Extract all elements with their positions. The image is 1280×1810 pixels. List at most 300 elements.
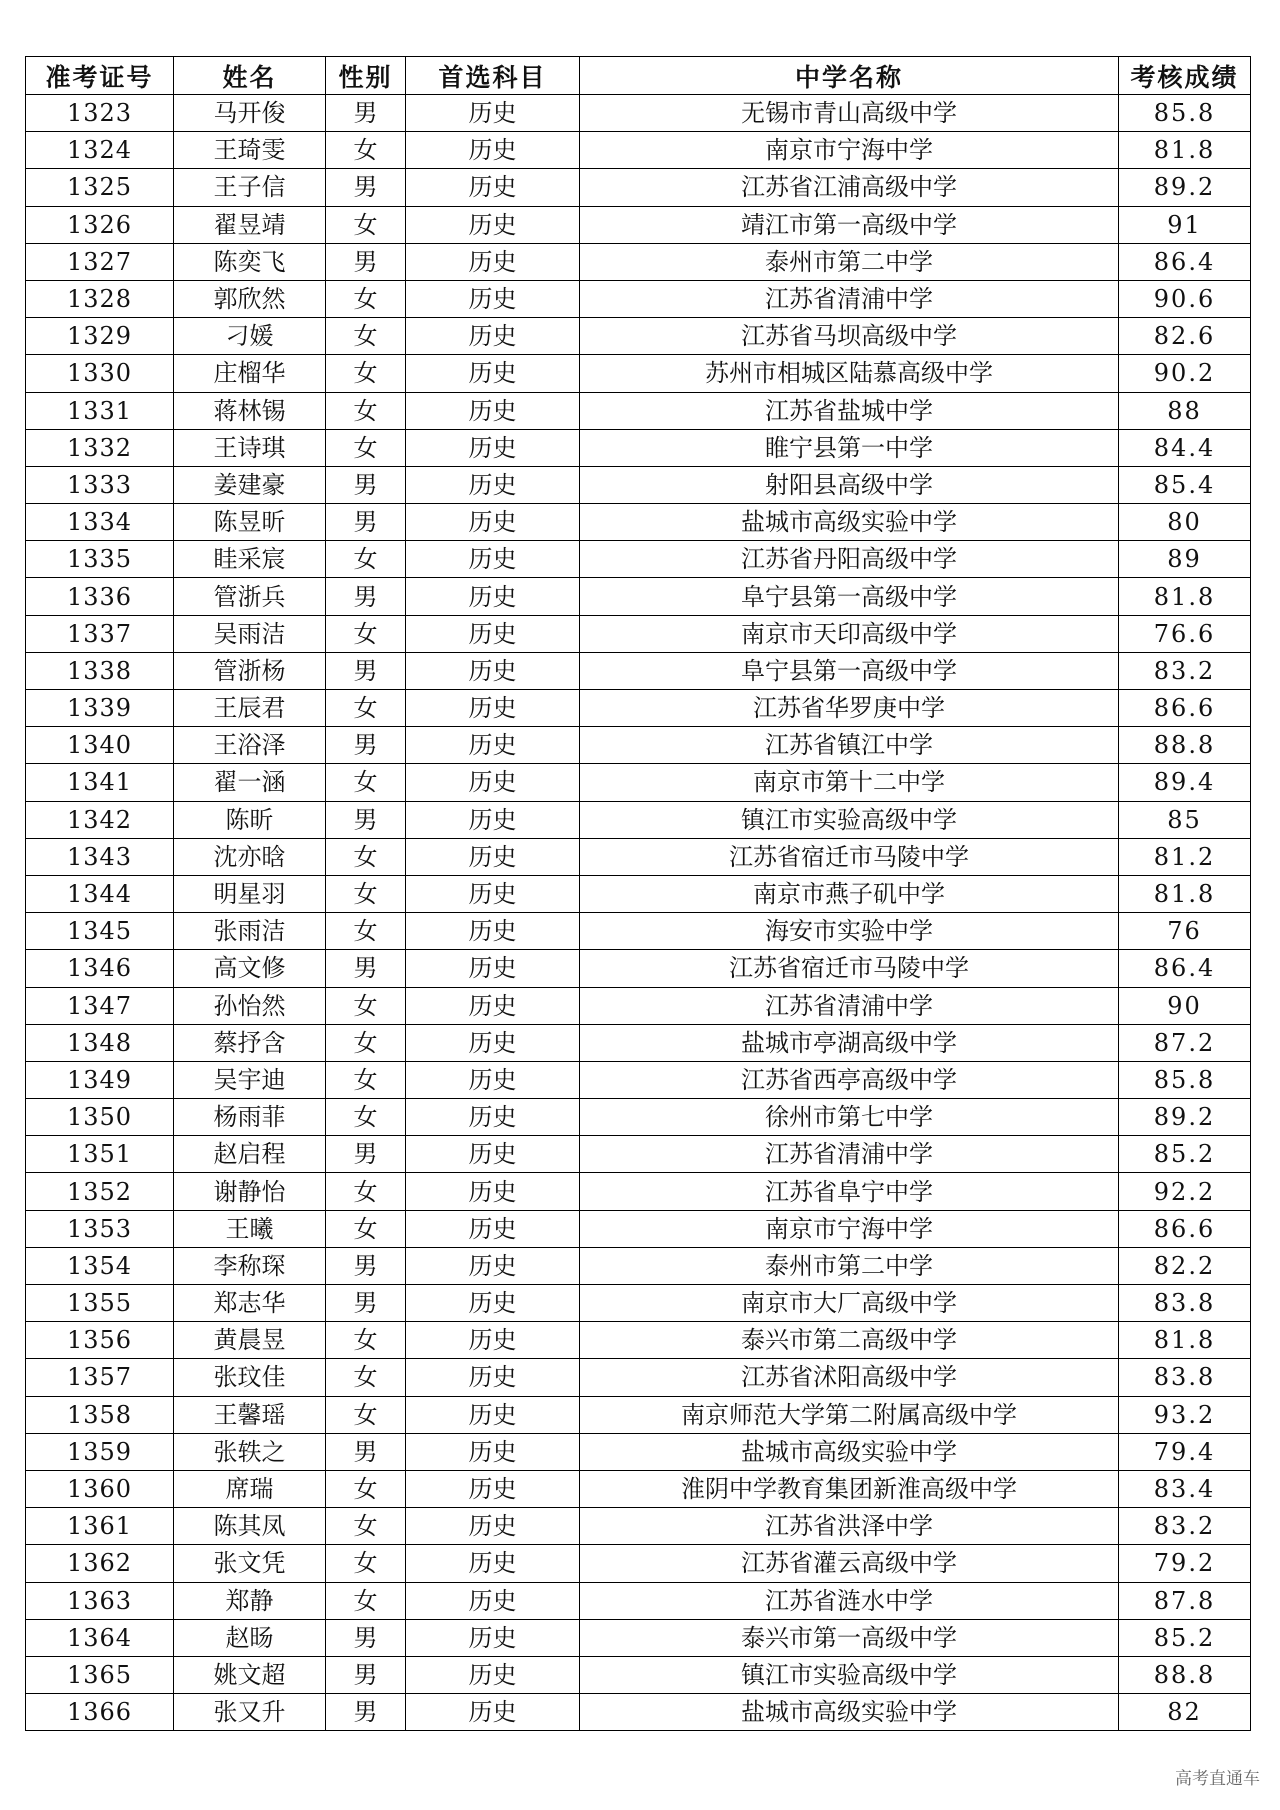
cell-subject: 历史 [406, 1470, 580, 1507]
cell-exam-no: 1346 [26, 950, 174, 987]
cell-exam-no: 1337 [26, 615, 174, 652]
cell-school: 盐城市高级实验中学 [580, 504, 1119, 541]
score-table [25, 56, 1251, 1731]
cell-subject: 历史 [406, 950, 580, 987]
cell-score: 89.4 [1119, 764, 1251, 801]
table-row [26, 1210, 1251, 1247]
cell-school: 射阳县高级中学 [580, 466, 1119, 503]
watermark: 高考直通车 [1175, 1769, 1260, 1789]
cell-name: 张轶之 [174, 1433, 326, 1470]
cell-subject: 历史 [406, 801, 580, 838]
cell-subject: 历史 [406, 1545, 580, 1582]
cell-exam-no: 1342 [26, 801, 174, 838]
cell-name: 杨雨菲 [174, 1099, 326, 1136]
cell-school: 江苏省洪泽中学 [580, 1508, 1119, 1545]
cell-gender: 女 [326, 1582, 406, 1619]
cell-score: 83.2 [1119, 1508, 1251, 1545]
table-row [26, 578, 1251, 615]
cell-exam-no: 1366 [26, 1694, 174, 1731]
cell-gender: 女 [326, 690, 406, 727]
cell-score: 82.6 [1119, 318, 1251, 355]
cell-school: 江苏省清浦中学 [580, 987, 1119, 1024]
cell-gender: 男 [326, 243, 406, 280]
cell-school: 镇江市实验高级中学 [580, 801, 1119, 838]
table-row [26, 727, 1251, 764]
cell-score: 92.2 [1119, 1173, 1251, 1210]
cell-school: 南京市大厂高级中学 [580, 1285, 1119, 1322]
cell-gender: 女 [326, 318, 406, 355]
cell-school: 南京市宁海中学 [580, 132, 1119, 169]
table-row [26, 1545, 1251, 1582]
cell-exam-no: 1329 [26, 318, 174, 355]
cell-score: 85.4 [1119, 466, 1251, 503]
cell-score: 79.4 [1119, 1433, 1251, 1470]
cell-gender: 女 [326, 1210, 406, 1247]
cell-exam-no: 1335 [26, 541, 174, 578]
cell-subject: 历史 [406, 652, 580, 689]
cell-name: 陈昱昕 [174, 504, 326, 541]
cell-score: 91 [1119, 206, 1251, 243]
cell-school: 阜宁县第一高级中学 [580, 578, 1119, 615]
cell-subject: 历史 [406, 1173, 580, 1210]
cell-subject: 历史 [406, 169, 580, 206]
cell-subject: 历史 [406, 206, 580, 243]
cell-name: 陈其凤 [174, 1508, 326, 1545]
cell-name: 姜建豪 [174, 466, 326, 503]
table-row [26, 541, 1251, 578]
cell-score: 87.2 [1119, 1024, 1251, 1061]
cell-score: 83.4 [1119, 1470, 1251, 1507]
cell-exam-no: 1340 [26, 727, 174, 764]
cell-gender: 男 [326, 801, 406, 838]
table-row [26, 1136, 1251, 1173]
cell-subject: 历史 [406, 875, 580, 912]
table-row [26, 1285, 1251, 1322]
cell-name: 陈昕 [174, 801, 326, 838]
cell-school: 江苏省阜宁中学 [580, 1173, 1119, 1210]
table-row [26, 652, 1251, 689]
cell-school: 江苏省丹阳高级中学 [580, 541, 1119, 578]
cell-school: 南京市宁海中学 [580, 1210, 1119, 1247]
cell-gender: 男 [326, 1247, 406, 1284]
cell-gender: 男 [326, 1285, 406, 1322]
cell-score: 90 [1119, 987, 1251, 1024]
cell-gender: 男 [326, 1136, 406, 1173]
cell-name: 郑静 [174, 1582, 326, 1619]
cell-score: 88.8 [1119, 727, 1251, 764]
cell-exam-no: 1325 [26, 169, 174, 206]
cell-subject: 历史 [406, 1396, 580, 1433]
table-row [26, 987, 1251, 1024]
cell-score: 80 [1119, 504, 1251, 541]
cell-subject: 历史 [406, 1247, 580, 1284]
cell-gender: 男 [326, 95, 406, 132]
cell-school: 江苏省灌云高级中学 [580, 1545, 1119, 1582]
cell-school: 淮阴中学教育集团新淮高级中学 [580, 1470, 1119, 1507]
cell-school: 徐州市第七中学 [580, 1099, 1119, 1136]
cell-gender: 女 [326, 280, 406, 317]
cell-gender: 男 [326, 950, 406, 987]
cell-name: 孙怡然 [174, 987, 326, 1024]
cell-name: 王琦雯 [174, 132, 326, 169]
cell-school: 南京市第十二中学 [580, 764, 1119, 801]
cell-name: 管浙杨 [174, 652, 326, 689]
table-row [26, 466, 1251, 503]
cell-subject: 历史 [406, 132, 580, 169]
cell-score: 84.4 [1119, 429, 1251, 466]
table-row [26, 1508, 1251, 1545]
cell-score: 83.8 [1119, 1359, 1251, 1396]
table-row [26, 1099, 1251, 1136]
cell-gender: 女 [326, 132, 406, 169]
cell-score: 85.8 [1119, 1061, 1251, 1098]
table-row [26, 875, 1251, 912]
cell-exam-no: 1328 [26, 280, 174, 317]
cell-school: 江苏省涟水中学 [580, 1582, 1119, 1619]
cell-subject: 历史 [406, 727, 580, 764]
cell-subject: 历史 [406, 1433, 580, 1470]
table-row [26, 504, 1251, 541]
cell-subject: 历史 [406, 615, 580, 652]
cell-subject: 历史 [406, 355, 580, 392]
cell-subject: 历史 [406, 1285, 580, 1322]
header-gender: 性别 [326, 57, 406, 95]
table-row [26, 1359, 1251, 1396]
table-row [26, 95, 1251, 132]
cell-exam-no: 1347 [26, 987, 174, 1024]
cell-score: 82.2 [1119, 1247, 1251, 1284]
cell-exam-no: 1361 [26, 1508, 174, 1545]
cell-score: 81.8 [1119, 132, 1251, 169]
cell-subject: 历史 [406, 429, 580, 466]
cell-score: 85.2 [1119, 1619, 1251, 1656]
cell-score: 90.6 [1119, 280, 1251, 317]
cell-exam-no: 1364 [26, 1619, 174, 1656]
cell-name: 张玟佳 [174, 1359, 326, 1396]
cell-name: 管浙兵 [174, 578, 326, 615]
cell-score: 87.8 [1119, 1582, 1251, 1619]
cell-name: 王诗琪 [174, 429, 326, 466]
header-score: 考核成绩 [1119, 57, 1251, 95]
cell-exam-no: 1345 [26, 913, 174, 950]
cell-gender: 女 [326, 1508, 406, 1545]
cell-subject: 历史 [406, 1694, 580, 1731]
cell-subject: 历史 [406, 1099, 580, 1136]
cell-exam-no: 1341 [26, 764, 174, 801]
cell-score: 89.2 [1119, 1099, 1251, 1136]
cell-school: 镇江市实验高级中学 [580, 1656, 1119, 1693]
cell-school: 盐城市高级实验中学 [580, 1433, 1119, 1470]
cell-school: 江苏省华罗庚中学 [580, 690, 1119, 727]
cell-exam-no: 1365 [26, 1656, 174, 1693]
table-body [26, 95, 1251, 1731]
cell-subject: 历史 [406, 95, 580, 132]
cell-name: 吴雨洁 [174, 615, 326, 652]
cell-exam-no: 1358 [26, 1396, 174, 1433]
cell-exam-no: 1362 [26, 1545, 174, 1582]
cell-gender: 男 [326, 578, 406, 615]
cell-score: 93.2 [1119, 1396, 1251, 1433]
table-row [26, 801, 1251, 838]
cell-gender: 女 [326, 1322, 406, 1359]
cell-score: 85 [1119, 801, 1251, 838]
cell-gender: 男 [326, 652, 406, 689]
cell-score: 86.4 [1119, 243, 1251, 280]
cell-exam-no: 1363 [26, 1582, 174, 1619]
cell-name: 郑志华 [174, 1285, 326, 1322]
table-row [26, 1247, 1251, 1284]
cell-subject: 历史 [406, 1061, 580, 1098]
header-exam-no: 准考证号 [26, 57, 174, 95]
table-row [26, 392, 1251, 429]
cell-score: 85.2 [1119, 1136, 1251, 1173]
cell-gender: 男 [326, 466, 406, 503]
cell-name: 王浴泽 [174, 727, 326, 764]
cell-subject: 历史 [406, 578, 580, 615]
cell-name: 张文凭 [174, 1545, 326, 1582]
cell-name: 王馨瑶 [174, 1396, 326, 1433]
table-row [26, 690, 1251, 727]
cell-name: 张又升 [174, 1694, 326, 1731]
cell-name: 翟昱靖 [174, 206, 326, 243]
cell-subject: 历史 [406, 1322, 580, 1359]
cell-score: 86.6 [1119, 690, 1251, 727]
cell-gender: 女 [326, 615, 406, 652]
cell-score: 90.2 [1119, 355, 1251, 392]
cell-score: 81.8 [1119, 578, 1251, 615]
cell-exam-no: 1334 [26, 504, 174, 541]
cell-name: 眭采宸 [174, 541, 326, 578]
cell-exam-no: 1338 [26, 652, 174, 689]
table-row [26, 169, 1251, 206]
header-name: 姓名 [174, 57, 326, 95]
cell-exam-no: 1324 [26, 132, 174, 169]
cell-subject: 历史 [406, 1508, 580, 1545]
cell-school: 江苏省宿迁市马陵中学 [580, 950, 1119, 987]
cell-name: 蔡抒含 [174, 1024, 326, 1061]
table-row [26, 280, 1251, 317]
cell-subject: 历史 [406, 318, 580, 355]
cell-school: 苏州市相城区陆慕高级中学 [580, 355, 1119, 392]
table-row [26, 318, 1251, 355]
cell-score: 89 [1119, 541, 1251, 578]
cell-gender: 女 [326, 875, 406, 912]
table-row [26, 132, 1251, 169]
cell-school: 南京市燕子矶中学 [580, 875, 1119, 912]
cell-exam-no: 1331 [26, 392, 174, 429]
cell-name: 高文修 [174, 950, 326, 987]
cell-score: 88 [1119, 392, 1251, 429]
cell-exam-no: 1351 [26, 1136, 174, 1173]
cell-gender: 女 [326, 541, 406, 578]
cell-subject: 历史 [406, 1024, 580, 1061]
cell-score: 85.8 [1119, 95, 1251, 132]
cell-school: 靖江市第一高级中学 [580, 206, 1119, 243]
cell-exam-no: 1344 [26, 875, 174, 912]
cell-subject: 历史 [406, 280, 580, 317]
cell-gender: 女 [326, 764, 406, 801]
cell-gender: 女 [326, 1061, 406, 1098]
table-row [26, 1322, 1251, 1359]
cell-exam-no: 1333 [26, 466, 174, 503]
cell-gender: 女 [326, 838, 406, 875]
table-row [26, 913, 1251, 950]
cell-gender: 男 [326, 1694, 406, 1731]
cell-name: 刁媛 [174, 318, 326, 355]
cell-exam-no: 1354 [26, 1247, 174, 1284]
cell-subject: 历史 [406, 690, 580, 727]
cell-score: 81.8 [1119, 875, 1251, 912]
cell-gender: 女 [326, 1024, 406, 1061]
cell-school: 泰州市第二中学 [580, 1247, 1119, 1284]
cell-school: 江苏省盐城中学 [580, 392, 1119, 429]
table-row [26, 764, 1251, 801]
cell-exam-no: 1336 [26, 578, 174, 615]
cell-gender: 男 [326, 727, 406, 764]
table-header [26, 57, 1251, 95]
cell-score: 83.8 [1119, 1285, 1251, 1322]
cell-subject: 历史 [406, 1359, 580, 1396]
table-row [26, 1656, 1251, 1693]
cell-gender: 男 [326, 1619, 406, 1656]
cell-exam-no: 1360 [26, 1470, 174, 1507]
cell-subject: 历史 [406, 913, 580, 950]
table-row [26, 1619, 1251, 1656]
table-row [26, 950, 1251, 987]
cell-subject: 历史 [406, 838, 580, 875]
cell-gender: 女 [326, 355, 406, 392]
cell-name: 谢静怡 [174, 1173, 326, 1210]
cell-gender: 男 [326, 1656, 406, 1693]
cell-score: 79.2 [1119, 1545, 1251, 1582]
cell-score: 86.6 [1119, 1210, 1251, 1247]
cell-gender: 女 [326, 1470, 406, 1507]
cell-gender: 女 [326, 392, 406, 429]
cell-subject: 历史 [406, 987, 580, 1024]
cell-gender: 女 [326, 1545, 406, 1582]
cell-exam-no: 1327 [26, 243, 174, 280]
cell-subject: 历史 [406, 504, 580, 541]
cell-gender: 女 [326, 987, 406, 1024]
cell-gender: 男 [326, 169, 406, 206]
cell-name: 郭欣然 [174, 280, 326, 317]
table-row [26, 429, 1251, 466]
cell-name: 王辰君 [174, 690, 326, 727]
cell-school: 泰兴市第一高级中学 [580, 1619, 1119, 1656]
cell-name: 黄晨昱 [174, 1322, 326, 1359]
cell-name: 赵启程 [174, 1136, 326, 1173]
cell-subject: 历史 [406, 1582, 580, 1619]
cell-subject: 历史 [406, 1619, 580, 1656]
cell-subject: 历史 [406, 466, 580, 503]
cell-name: 姚文超 [174, 1656, 326, 1693]
cell-exam-no: 1353 [26, 1210, 174, 1247]
cell-subject: 历史 [406, 1210, 580, 1247]
cell-subject: 历史 [406, 1136, 580, 1173]
cell-name: 吴宇迪 [174, 1061, 326, 1098]
cell-school: 阜宁县第一高级中学 [580, 652, 1119, 689]
cell-school: 江苏省清浦中学 [580, 1136, 1119, 1173]
table-row [26, 1396, 1251, 1433]
cell-name: 翟一涵 [174, 764, 326, 801]
cell-gender: 女 [326, 1359, 406, 1396]
cell-exam-no: 1339 [26, 690, 174, 727]
cell-gender: 男 [326, 1433, 406, 1470]
cell-gender: 女 [326, 1099, 406, 1136]
cell-subject: 历史 [406, 1656, 580, 1693]
cell-exam-no: 1359 [26, 1433, 174, 1470]
cell-name: 庄榴华 [174, 355, 326, 392]
cell-school: 江苏省清浦中学 [580, 280, 1119, 317]
cell-school: 无锡市青山高级中学 [580, 95, 1119, 132]
header-school: 中学名称 [580, 57, 1119, 95]
cell-gender: 女 [326, 206, 406, 243]
cell-exam-no: 1332 [26, 429, 174, 466]
cell-school: 睢宁县第一中学 [580, 429, 1119, 466]
cell-exam-no: 1352 [26, 1173, 174, 1210]
cell-exam-no: 1355 [26, 1285, 174, 1322]
cell-score: 81.8 [1119, 1322, 1251, 1359]
table-row [26, 355, 1251, 392]
table-row [26, 1694, 1251, 1731]
table-row [26, 838, 1251, 875]
header-row [26, 57, 1251, 95]
cell-exam-no: 1343 [26, 838, 174, 875]
table-row [26, 1582, 1251, 1619]
cell-school: 泰兴市第二高级中学 [580, 1322, 1119, 1359]
cell-gender: 女 [326, 1173, 406, 1210]
cell-name: 李称琛 [174, 1247, 326, 1284]
table-row [26, 1470, 1251, 1507]
cell-school: 海安市实验中学 [580, 913, 1119, 950]
cell-school: 江苏省西亭高级中学 [580, 1061, 1119, 1098]
cell-school: 南京市天印高级中学 [580, 615, 1119, 652]
cell-name: 王子信 [174, 169, 326, 206]
cell-name: 王曦 [174, 1210, 326, 1247]
cell-score: 89.2 [1119, 169, 1251, 206]
cell-name: 蒋林锡 [174, 392, 326, 429]
cell-score: 82 [1119, 1694, 1251, 1731]
cell-school: 江苏省宿迁市马陵中学 [580, 838, 1119, 875]
cell-school: 江苏省沭阳高级中学 [580, 1359, 1119, 1396]
cell-score: 83.2 [1119, 652, 1251, 689]
cell-score: 86.4 [1119, 950, 1251, 987]
cell-name: 沈亦晗 [174, 838, 326, 875]
cell-score: 81.2 [1119, 838, 1251, 875]
cell-name: 陈奕飞 [174, 243, 326, 280]
cell-name: 赵旸 [174, 1619, 326, 1656]
cell-subject: 历史 [406, 392, 580, 429]
table-row [26, 206, 1251, 243]
cell-exam-no: 1357 [26, 1359, 174, 1396]
cell-score: 76 [1119, 913, 1251, 950]
cell-name: 明星羽 [174, 875, 326, 912]
cell-school: 南京师范大学第二附属高级中学 [580, 1396, 1119, 1433]
cell-gender: 女 [326, 913, 406, 950]
cell-exam-no: 1323 [26, 95, 174, 132]
table-row [26, 1024, 1251, 1061]
cell-exam-no: 1350 [26, 1099, 174, 1136]
cell-exam-no: 1330 [26, 355, 174, 392]
cell-gender: 男 [326, 504, 406, 541]
cell-score: 76.6 [1119, 615, 1251, 652]
cell-gender: 女 [326, 1396, 406, 1433]
cell-school: 江苏省江浦高级中学 [580, 169, 1119, 206]
table-row [26, 1061, 1251, 1098]
cell-name: 席瑞 [174, 1470, 326, 1507]
table-row [26, 1433, 1251, 1470]
cell-name: 马开俊 [174, 95, 326, 132]
